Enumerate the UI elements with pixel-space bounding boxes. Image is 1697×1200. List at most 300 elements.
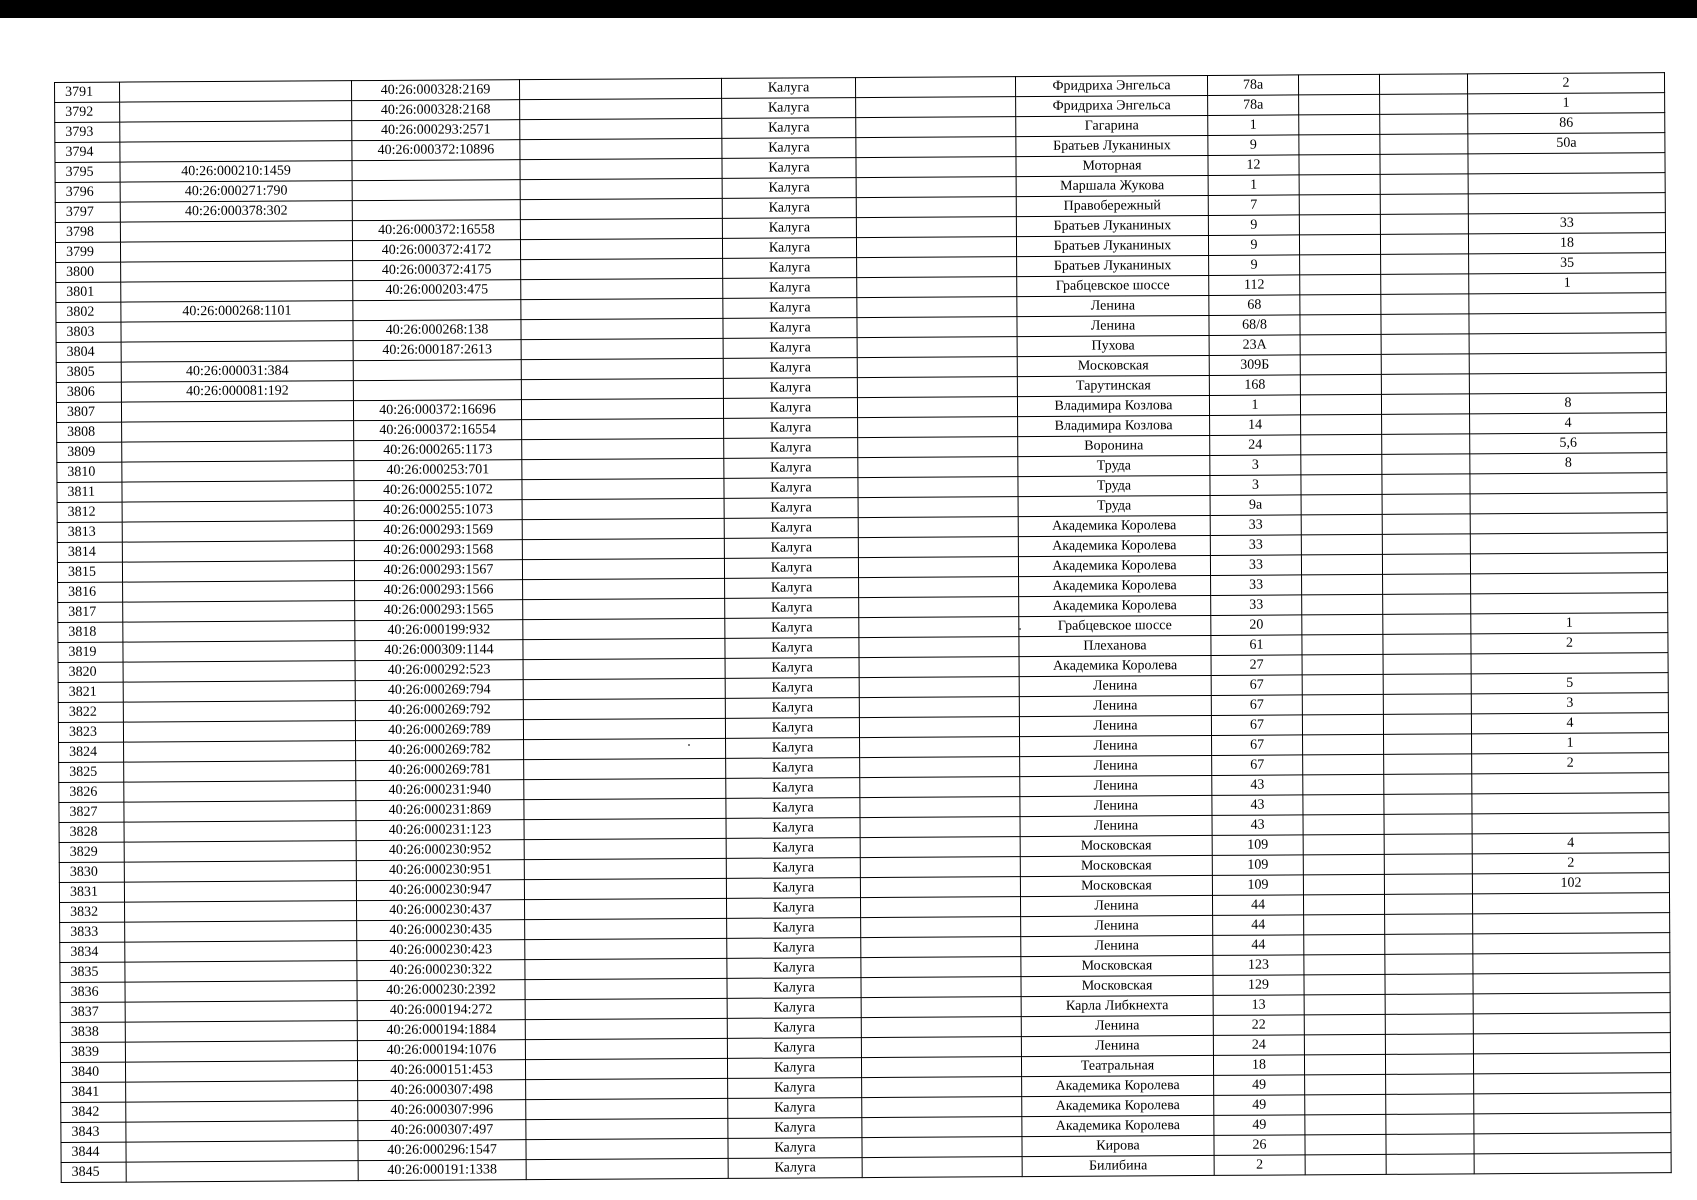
cell-house: 67 <box>1211 695 1302 716</box>
cell-street: Ленина <box>1021 1035 1213 1056</box>
cell-blank-1 <box>522 518 724 539</box>
cell-blank-4 <box>1383 694 1471 715</box>
cell-blank-2 <box>856 137 1016 158</box>
cell-cadastral-b: 40:26:000230:322 <box>357 960 525 981</box>
cell-house: 1 <box>1208 115 1299 136</box>
cell-street: Ленина <box>1020 795 1212 816</box>
cell-row-number: 3812 <box>57 502 122 522</box>
scan-top-border <box>0 0 1697 18</box>
cell-house: 23А <box>1209 335 1300 356</box>
cell-blank-1 <box>521 358 723 379</box>
cell-apartment <box>1470 553 1667 574</box>
cell-blank-2 <box>856 117 1016 138</box>
cell-blank-4 <box>1385 934 1473 955</box>
cell-blank-1 <box>525 998 727 1019</box>
cell-blank-1 <box>520 178 722 199</box>
cell-city: Калуга <box>722 138 856 159</box>
cell-street: Тарутинская <box>1017 375 1209 396</box>
cell-cadastral-a <box>125 1001 357 1022</box>
cell-blank-4 <box>1385 954 1473 975</box>
cell-blank-3 <box>1305 1154 1386 1174</box>
cell-blank-2 <box>858 417 1018 438</box>
cell-street: Фридриха Энгельса <box>1016 95 1208 116</box>
cell-blank-3 <box>1302 714 1383 734</box>
cell-blank-3 <box>1299 134 1380 154</box>
cell-row-number: 3813 <box>57 522 122 542</box>
cell-blank-4 <box>1379 74 1467 95</box>
cell-blank-3 <box>1299 154 1380 174</box>
cell-row-number: 3845 <box>61 1162 126 1182</box>
cell-apartment <box>1473 1033 1670 1054</box>
cell-street: Плеханова <box>1019 635 1211 656</box>
cell-apartment: 1 <box>1469 273 1666 294</box>
cell-cadastral-a <box>122 441 354 462</box>
cell-blank-1 <box>524 778 726 799</box>
cell-row-number: 3840 <box>60 1062 125 1082</box>
cell-apartment: 2 <box>1467 73 1664 94</box>
cell-city: Калуга <box>723 318 857 339</box>
cell-blank-1 <box>521 298 723 319</box>
cell-blank-4 <box>1384 734 1472 755</box>
cell-blank-2 <box>860 777 1020 798</box>
cell-street: Труда <box>1018 455 1210 476</box>
cell-blank-2 <box>856 177 1016 198</box>
cell-blank-4 <box>1383 654 1471 675</box>
cell-house: 78а <box>1207 75 1298 96</box>
cell-blank-4 <box>1386 1074 1474 1095</box>
cell-cadastral-b: 40:26:000203:475 <box>353 280 521 301</box>
cell-row-number: 3796 <box>55 182 120 202</box>
cell-house: 61 <box>1211 635 1302 656</box>
cell-blank-3 <box>1300 314 1381 334</box>
cell-cadastral-a <box>120 101 352 122</box>
cell-apartment <box>1474 1133 1671 1154</box>
cell-apartment: 50а <box>1468 133 1665 154</box>
cell-blank-4 <box>1385 1054 1473 1075</box>
cell-house: 49 <box>1214 1095 1305 1116</box>
cell-blank-4 <box>1384 754 1472 775</box>
cell-city: Калуга <box>726 838 860 859</box>
cell-row-number: 3839 <box>60 1042 125 1062</box>
cell-street: Академика Королева <box>1019 595 1211 616</box>
cell-city: Калуга <box>725 598 859 619</box>
cell-cadastral-a <box>120 241 352 262</box>
cell-blank-2 <box>857 337 1017 358</box>
cell-city: Калуга <box>724 538 858 559</box>
cell-blank-3 <box>1301 474 1382 494</box>
cell-blank-3 <box>1304 1014 1385 1034</box>
cell-cadastral-b: 40:26:000194:1076 <box>357 1040 525 1061</box>
cell-blank-1 <box>521 398 723 419</box>
cell-city: Калуга <box>726 798 860 819</box>
cell-blank-3 <box>1302 614 1383 634</box>
cell-blank-1 <box>524 818 726 839</box>
cell-blank-2 <box>858 497 1018 518</box>
cell-blank-4 <box>1384 874 1472 895</box>
cell-city: Калуга <box>723 278 857 299</box>
cell-street: Театральная <box>1021 1055 1213 1076</box>
cell-street: Маршала Жукова <box>1016 175 1208 196</box>
cell-blank-1 <box>521 378 723 399</box>
cell-blank-4 <box>1383 614 1471 635</box>
cell-apartment <box>1473 1013 1670 1034</box>
cell-city: Калуга <box>723 358 857 379</box>
cell-city: Калуга <box>722 198 856 219</box>
cell-street: Труда <box>1018 475 1210 496</box>
cell-apartment: 1 <box>1472 733 1669 754</box>
cell-street: Академика Королева <box>1022 1095 1214 1116</box>
cell-row-number: 3827 <box>59 802 124 822</box>
cell-blank-1 <box>524 798 726 819</box>
cell-street: Кирова <box>1022 1135 1214 1156</box>
cell-apartment <box>1474 1113 1671 1134</box>
cell-blank-3 <box>1302 694 1383 714</box>
cell-blank-3 <box>1301 534 1382 554</box>
cell-row-number: 3831 <box>59 882 124 902</box>
cell-blank-2 <box>859 577 1019 598</box>
cell-row-number: 3803 <box>56 322 121 342</box>
cell-row-number: 3819 <box>58 642 123 662</box>
cell-apartment <box>1470 473 1667 494</box>
cell-blank-4 <box>1385 1014 1473 1035</box>
cell-blank-4 <box>1380 194 1468 215</box>
cell-blank-2 <box>861 937 1021 958</box>
cell-cadastral-a <box>124 761 356 782</box>
cell-row-number: 3814 <box>57 542 122 562</box>
cell-blank-2 <box>861 1057 1021 1078</box>
cell-cadastral-a <box>125 961 357 982</box>
cell-blank-3 <box>1305 1114 1386 1134</box>
cell-blank-2 <box>858 537 1018 558</box>
cell-row-number: 3811 <box>57 482 122 502</box>
cell-blank-4 <box>1381 354 1469 375</box>
cell-blank-4 <box>1381 274 1469 295</box>
cell-blank-1 <box>526 1078 728 1099</box>
cell-city: Калуга <box>725 578 859 599</box>
cell-blank-1 <box>522 478 724 499</box>
cell-blank-1 <box>521 258 723 279</box>
cell-row-number: 3800 <box>56 262 121 282</box>
cell-blank-4 <box>1386 1134 1474 1155</box>
cell-apartment: 5 <box>1471 673 1668 694</box>
cell-blank-2 <box>861 957 1021 978</box>
cell-row-number: 3844 <box>61 1142 126 1162</box>
cell-blank-1 <box>525 1038 727 1059</box>
cell-cadastral-b: 40:26:000269:782 <box>356 740 524 761</box>
cell-cadastral-b: 40:26:000328:2169 <box>351 80 519 101</box>
cell-city: Калуга <box>723 298 857 319</box>
cell-blank-2 <box>856 157 1016 178</box>
cell-house: 49 <box>1214 1075 1305 1096</box>
cell-blank-3 <box>1304 914 1385 934</box>
cell-house: 68/8 <box>1209 315 1300 336</box>
cell-apartment <box>1470 493 1667 514</box>
cell-city: Калуга <box>726 738 860 759</box>
cell-blank-3 <box>1304 974 1385 994</box>
cell-house: 26 <box>1214 1135 1305 1156</box>
cell-cadastral-b <box>353 300 521 321</box>
cell-blank-2 <box>862 1077 1022 1098</box>
cell-house: 9 <box>1208 235 1299 256</box>
cell-cadastral-a: 40:26:000268:1101 <box>121 301 353 322</box>
cell-cadastral-b: 40:26:000372:16696 <box>353 400 521 421</box>
cell-cadastral-b: 40:26:000269:781 <box>356 760 524 781</box>
cell-city: Калуга <box>724 418 858 439</box>
cell-blank-2 <box>856 197 1016 218</box>
cell-city: Калуга <box>726 818 860 839</box>
cell-street: Ленина <box>1019 695 1211 716</box>
cell-blank-3 <box>1304 934 1385 954</box>
cell-row-number: 3808 <box>57 422 122 442</box>
cell-blank-1 <box>522 558 724 579</box>
cell-blank-2 <box>857 257 1017 278</box>
cell-city: Калуга <box>724 558 858 579</box>
cell-cadastral-a <box>120 141 352 162</box>
cell-house: 168 <box>1209 375 1300 396</box>
cell-blank-2 <box>858 457 1018 478</box>
cell-cadastral-b: 40:26:000230:437 <box>357 900 525 921</box>
cell-street: Ленина <box>1021 915 1213 936</box>
cell-blank-3 <box>1303 834 1384 854</box>
cell-apartment: 5,6 <box>1470 433 1667 454</box>
cell-cadastral-b: 40:26:000231:940 <box>356 780 524 801</box>
cell-cadastral-b: 40:26:000269:789 <box>355 720 523 741</box>
cell-blank-2 <box>858 437 1018 458</box>
cell-blank-2 <box>858 477 1018 498</box>
cell-blank-4 <box>1380 234 1468 255</box>
cadastral-table <box>54 72 1672 1183</box>
scan-speck <box>1019 628 1021 630</box>
cell-blank-1 <box>525 978 727 999</box>
cell-apartment <box>1472 893 1669 914</box>
cell-blank-4 <box>1380 214 1468 235</box>
cell-blank-3 <box>1303 774 1384 794</box>
cell-city: Калуга <box>726 858 860 879</box>
cell-city: Калуга <box>722 158 856 179</box>
cell-cadastral-a <box>122 501 354 522</box>
cell-cadastral-a: 40:26:000271:790 <box>120 181 352 202</box>
cell-cadastral-b: 40:26:000253:701 <box>354 460 522 481</box>
cell-cadastral-b: 40:26:000307:996 <box>358 1100 526 1121</box>
cell-street: Ленина <box>1020 735 1212 756</box>
cell-blank-4 <box>1384 834 1472 855</box>
cell-blank-1 <box>522 498 724 519</box>
cell-blank-3 <box>1300 254 1381 274</box>
cell-blank-3 <box>1303 754 1384 774</box>
cell-blank-3 <box>1302 654 1383 674</box>
cell-house: 18 <box>1213 1055 1304 1076</box>
cell-street: Труда <box>1018 495 1210 516</box>
cell-row-number: 3830 <box>59 862 124 882</box>
cell-cadastral-b: 40:26:000269:794 <box>355 680 523 701</box>
cell-street: Ленина <box>1019 715 1211 736</box>
cell-blank-3 <box>1299 234 1380 254</box>
cell-cadastral-b: 40:26:000293:1568 <box>354 540 522 561</box>
document-sheet <box>54 72 1671 1183</box>
cell-blank-1 <box>525 918 727 939</box>
cell-blank-3 <box>1301 514 1382 534</box>
cell-cadastral-a <box>122 521 354 542</box>
cell-city: Калуга <box>727 938 861 959</box>
cell-blank-4 <box>1380 94 1468 115</box>
cell-city: Калуга <box>725 618 859 639</box>
cell-blank-1 <box>521 318 723 339</box>
cell-city: Калуга <box>725 718 859 739</box>
cell-city: Калуга <box>725 678 859 699</box>
cell-cadastral-a <box>125 1061 357 1082</box>
cell-apartment <box>1469 373 1666 394</box>
cell-cadastral-a <box>123 701 355 722</box>
cell-blank-3 <box>1304 954 1385 974</box>
cell-blank-2 <box>860 757 1020 778</box>
cell-blank-3 <box>1300 334 1381 354</box>
cell-blank-4 <box>1382 494 1470 515</box>
cell-cadastral-b: 40:26:000230:951 <box>356 860 524 881</box>
cell-blank-4 <box>1381 314 1469 335</box>
cell-row-number: 3810 <box>57 462 122 482</box>
cell-cadastral-b: 40:26:000307:497 <box>358 1120 526 1141</box>
cell-apartment <box>1473 1053 1670 1074</box>
cell-blank-4 <box>1382 434 1470 455</box>
cell-blank-3 <box>1304 1054 1385 1074</box>
cell-house: 123 <box>1213 955 1304 976</box>
cell-cadastral-b: 40:26:000372:16554 <box>354 420 522 441</box>
cell-apartment <box>1469 353 1666 374</box>
cell-house: 78а <box>1208 95 1299 116</box>
cell-cadastral-b: 40:26:000194:1884 <box>357 1020 525 1041</box>
cell-cadastral-b: 40:26:000328:2168 <box>352 100 520 121</box>
cell-blank-1 <box>525 898 727 919</box>
cell-cadastral-a <box>125 941 357 962</box>
cell-cadastral-b: 40:26:000309:1144 <box>355 640 523 661</box>
cell-cadastral-b: 40:26:000151:453 <box>357 1060 525 1081</box>
cell-blank-1 <box>526 1138 728 1159</box>
cell-city: Калуга <box>721 78 855 99</box>
cell-house: 14 <box>1210 415 1301 436</box>
cell-blank-2 <box>859 697 1019 718</box>
cell-street: Академика Королева <box>1019 575 1211 596</box>
cell-apartment: 8 <box>1469 393 1666 414</box>
cell-blank-1 <box>521 338 723 359</box>
cell-blank-2 <box>861 917 1021 938</box>
cell-city: Калуга <box>728 1138 862 1159</box>
cell-cadastral-a <box>122 481 354 502</box>
cell-cadastral-b: 40:26:000293:1565 <box>355 600 523 621</box>
cell-street: Владимира Козлова <box>1017 395 1209 416</box>
cell-house: 43 <box>1212 815 1303 836</box>
cell-blank-1 <box>523 638 725 659</box>
cell-city: Калуга <box>728 1098 862 1119</box>
cell-blank-1 <box>524 858 726 879</box>
cell-blank-1 <box>520 98 722 119</box>
cell-blank-3 <box>1303 734 1384 754</box>
cell-cadastral-b: 40:26:000255:1073 <box>354 500 522 521</box>
cell-street: Грабцевское шоссе <box>1019 615 1211 636</box>
cell-house: 49 <box>1214 1115 1305 1136</box>
cell-city: Калуга <box>727 1058 861 1079</box>
cell-blank-2 <box>862 1097 1022 1118</box>
cell-blank-2 <box>856 217 1016 238</box>
cell-blank-4 <box>1382 414 1470 435</box>
cell-blank-1 <box>522 458 724 479</box>
cell-row-number: 3825 <box>59 762 124 782</box>
cell-blank-2 <box>860 857 1020 878</box>
cell-apartment: 2 <box>1471 633 1668 654</box>
cell-city: Калуга <box>724 478 858 499</box>
cell-blank-2 <box>861 977 1021 998</box>
cell-cadastral-b: 40:26:000230:423 <box>357 940 525 961</box>
cell-apartment <box>1472 793 1669 814</box>
cell-cadastral-b: 40:26:000265:1173 <box>354 440 522 461</box>
cell-street: Карла Либкнехта <box>1021 995 1213 1016</box>
cell-blank-4 <box>1383 574 1471 595</box>
cell-blank-1 <box>526 1118 728 1139</box>
cell-city: Калуга <box>727 918 861 939</box>
cell-blank-3 <box>1299 94 1380 114</box>
cell-blank-2 <box>855 77 1015 98</box>
cell-cadastral-b: 40:26:000230:952 <box>356 840 524 861</box>
cell-apartment <box>1472 813 1669 834</box>
cell-house: 109 <box>1212 875 1303 896</box>
cell-row-number: 3824 <box>59 742 124 762</box>
cell-blank-2 <box>858 517 1018 538</box>
cell-apartment <box>1471 593 1668 614</box>
cell-blank-2 <box>860 897 1020 918</box>
cell-blank-1 <box>523 678 725 699</box>
cell-blank-3 <box>1301 494 1382 514</box>
cell-cadastral-b <box>352 200 520 221</box>
cell-blank-4 <box>1381 374 1469 395</box>
cell-blank-4 <box>1386 1094 1474 1115</box>
cell-row-number: 3829 <box>59 842 124 862</box>
cell-cadastral-b: 40:26:000230:947 <box>356 880 524 901</box>
cell-city: Калуга <box>722 218 856 239</box>
cell-blank-1 <box>522 538 724 559</box>
cell-row-number: 3794 <box>55 142 120 162</box>
cell-blank-2 <box>861 1037 1021 1058</box>
cell-cadastral-b: 40:26:000255:1072 <box>354 480 522 501</box>
cell-cadastral-a <box>123 681 355 702</box>
cell-city: Калуга <box>728 1118 862 1139</box>
table-body <box>55 73 1672 1183</box>
cell-apartment <box>1473 933 1670 954</box>
cell-blank-3 <box>1300 294 1381 314</box>
cell-cadastral-a <box>124 741 356 762</box>
cell-blank-3 <box>1300 354 1381 374</box>
cell-street: Моторная <box>1016 155 1208 176</box>
cell-row-number: 3834 <box>60 942 125 962</box>
cell-blank-3 <box>1298 74 1379 94</box>
cell-cadastral-a <box>126 1161 358 1182</box>
cell-house: 1 <box>1209 395 1300 416</box>
cell-house: 22 <box>1213 1015 1304 1036</box>
cell-blank-3 <box>1301 454 1382 474</box>
cell-blank-4 <box>1384 854 1472 875</box>
cell-row-number: 3843 <box>61 1122 126 1142</box>
cell-city: Калуга <box>725 638 859 659</box>
cell-street: Пухова <box>1017 335 1209 356</box>
cell-row-number: 3836 <box>60 982 125 1002</box>
cell-house: 9 <box>1209 255 1300 276</box>
cell-house: 68 <box>1209 295 1300 316</box>
cell-apartment <box>1473 953 1670 974</box>
cell-blank-1 <box>520 158 722 179</box>
cell-blank-4 <box>1381 334 1469 355</box>
cell-blank-2 <box>857 317 1017 338</box>
cell-city: Калуга <box>723 398 857 419</box>
cell-apartment <box>1470 533 1667 554</box>
cell-blank-3 <box>1301 414 1382 434</box>
